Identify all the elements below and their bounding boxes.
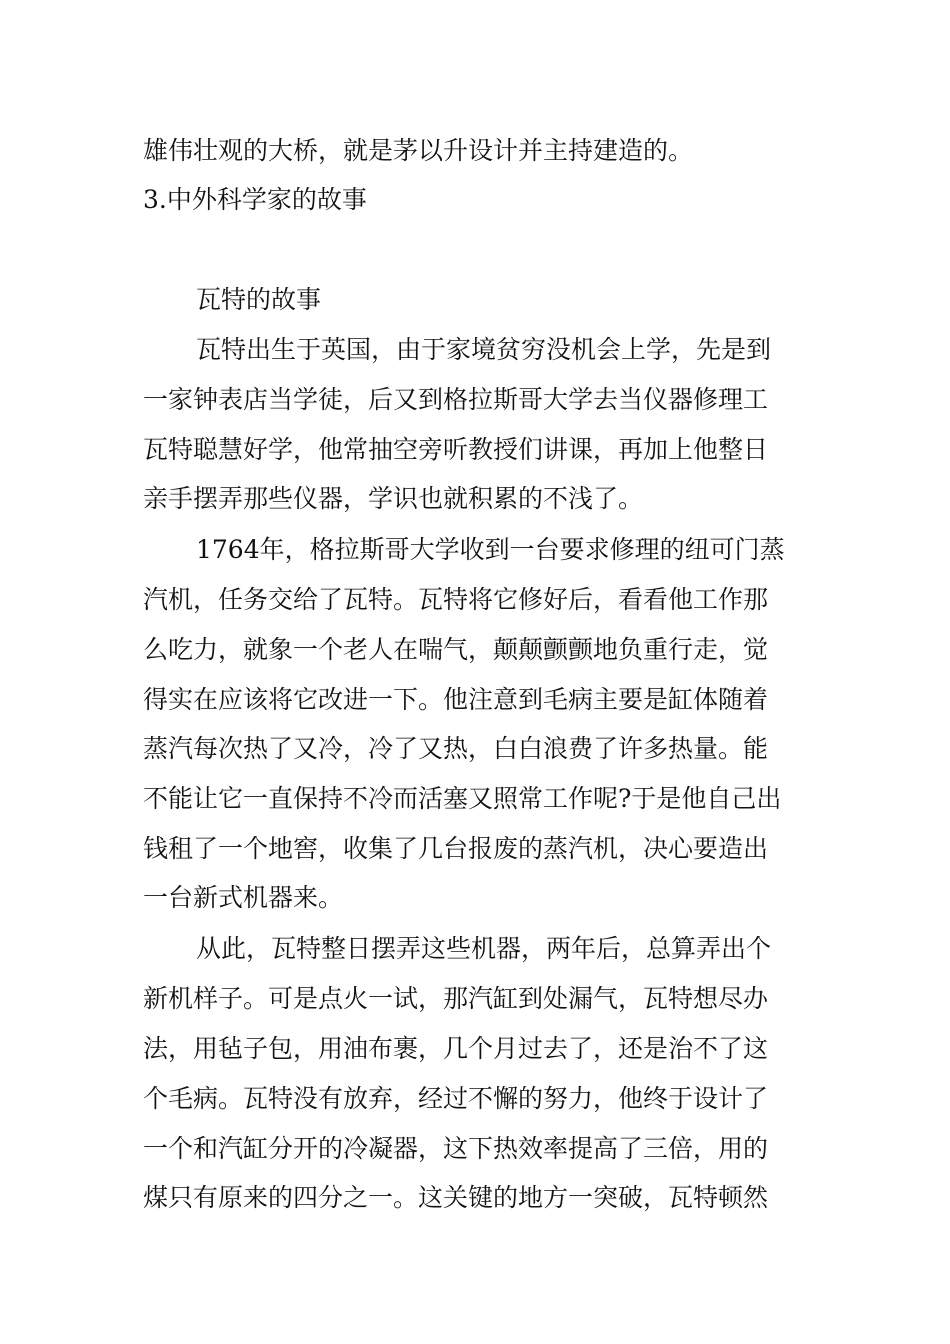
- paragraph-line: 钱租了一个地窖，收集了几台报废的蒸汽机，决心要造出: [143, 834, 769, 863]
- paragraph-line: 瓦特聪慧好学，他常抽空旁听教授们讲课，再加上他整日: [143, 435, 769, 464]
- paragraph-line: 汽机，任务交给了瓦特。瓦特将它修好后，看看他工作那: [143, 585, 769, 614]
- paragraph-line: 一台新式机器来。: [143, 883, 344, 912]
- paragraph-line: 煤只有原来的四分之一。这关键的地方一突破，瓦特顿然: [143, 1183, 769, 1212]
- text-line: 雄伟壮观的大桥，就是茅以升设计并主持建造的。: [143, 136, 694, 165]
- paragraph-line: 蒸汽每次热了又冷，冷了又热，白白浪费了许多热量。能: [143, 734, 769, 763]
- paragraph-line: 亲手摆弄那些仪器，学识也就积累的不浅了。: [143, 484, 644, 513]
- paragraph-line: 一家钟表店当学徒，后又到格拉斯哥大学去当仪器修理工: [143, 385, 769, 414]
- paragraph-line: 新机样子。可是点火一试，那汽缸到处漏气，瓦特想尽办: [143, 984, 769, 1013]
- paragraph-line: 一个和汽缸分开的冷凝器，这下热效率提高了三倍，用的: [143, 1134, 769, 1163]
- paragraph-line: 不能让它一直保持不冷而活塞又照常工作呢?于是他自己出: [143, 784, 782, 813]
- paragraph-line: 个毛病。瓦特没有放弃，经过不懈的努力，他终于设计了: [143, 1084, 769, 1113]
- paragraph-line: 么吃力，就象一个老人在喘气，颠颠颤颤地负重行走，觉: [143, 635, 769, 664]
- paragraph-line: 瓦特出生于英国，由于家境贫穷没机会上学，先是到: [196, 335, 772, 364]
- section-heading: 3.中外科学家的故事: [143, 185, 367, 214]
- paragraph-line: 得实在应该将它改进一下。他注意到毛病主要是缸体随着: [143, 685, 769, 714]
- paragraph-line: 1764年，格拉斯哥大学收到一台要求修理的纽可门蒸: [196, 535, 785, 564]
- paragraph-line: 从此，瓦特整日摆弄这些机器，两年后，总算弄出个: [196, 934, 772, 963]
- paragraph-line: 法，用毡子包，用油布裹，几个月过去了，还是治不了这: [143, 1034, 769, 1063]
- story-title: 瓦特的故事: [196, 285, 322, 314]
